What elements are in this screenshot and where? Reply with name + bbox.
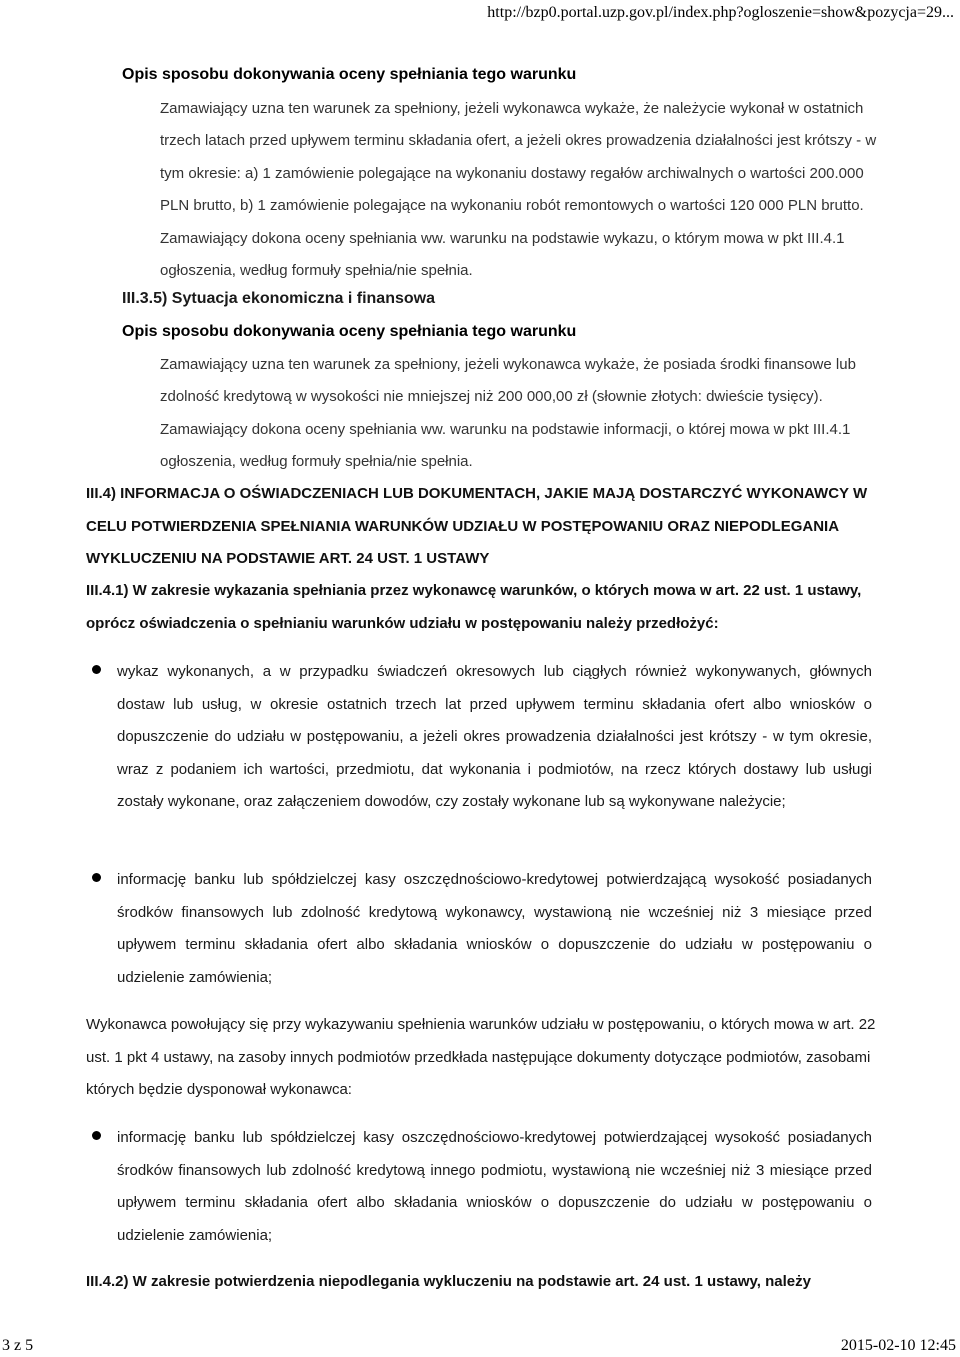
list-item: [92, 1122, 872, 1252]
list-item-text: informację banku lub spółdzielczej kasy oszczędnościowo-kredytowej potwierdzającą wysokość posiadanych środków finansowych lub zdolność kredytową wykonawcy, wystawioną nie wcześniej niż 3 miesiące przed upływem terminu składania ofert albo składania wniosków o dopuszczenie do udziału w postępowaniu o udzielenie zamówienia;: [117, 871, 872, 986]
section-title: III.4.2) W zakresie potwierdzenia niepodlegania wykluczeniu na podstawie art. 24 ust. 1 ustawy, należy: [86, 1273, 811, 1290]
list-item-text: wykaz wykonanych, a w przypadku świadczeń okresowych lub ciągłych również wykonywanych, głównych dostaw lub usług, w okresie ostatnich trzech lat przed upływem terminu składania ofert albo wniosków o dopuszczenie do udziału w postępowaniu, a jeżeli okres prowadzenia działalności jest krótszy - w tym okresie, wraz z podaniem ich wartości, przedmiotu, dat wykonania i podmiotów, na rzecz których dostawy lub usługi zostały wykonane, oraz załączeniem dowodów, czy zostały wykonane lub są wykonywane należycie;: [117, 663, 872, 811]
section-title: III.4.1) W zakresie wykazania spełniania przez wykonawcę warunków, o których mowa w art. 22 ust. 1 ustawy, oprócz oświadczenia o spełnianiu warunków udziału w postępowaniu należy przedłożyć:: [86, 582, 862, 632]
paragraph: Wykonawca powołujący się przy wykazywaniu spełnienia warunków udziału w postępowaniu, o których mowa w art. 22 ust. 1 pkt 4 ustawy, na zasoby innych podmiotów przedkłada następujące dokumenty dotyczące podmiotów, zasobami których będzie dysponował wykonawca:: [86, 1016, 876, 1099]
section-heading: Opis sposobu dokonywania oceny spełniania tego warunku: [122, 66, 577, 83]
section-title: III.4) INFORMACJA O OŚWIADCZENIACH LUB DOKUMENTACH, JAKIE MAJĄ DOSTARCZYĆ WYKONAWCY W CELU POTWIERDZENIA SPEŁNIANIA WARUNKÓW UDZIAŁU W POSTĘPOWANIU ORAZ NIEPODLEGANIA WYKLUCZENIU NA PODSTAWIE ART. 24 UST. 1 USTAWY: [86, 485, 868, 567]
list-item: [92, 656, 872, 819]
bullet-icon: [92, 1131, 101, 1140]
bullet-icon: [92, 665, 101, 674]
bullet-icon: [92, 873, 101, 882]
section-title: III.3.5) Sytuacja ekonomiczna i finansowa: [122, 290, 435, 307]
section-heading: Opis sposobu dokonywania oceny spełniania tego warunku: [122, 323, 577, 340]
section-text: Zamawiający uzna ten warunek za spełniony, jeżeli wykonawca wykaże, że należycie wykonał w ostatnich trzech latach przed upływem terminu składania ofert, a jeżeli okres prowadzenia działalności jest krótszy - w tym okresie: a) 1 zamówienie polegające na wykonaniu dostawy regałów archiwalnych o wartości 200.000 PLN brutto, b) 1 zamówienie polegające na wykonaniu robót remontowych o wartości 120 000 PLN brutto. Zamawiający dokona oceny spełniania ww. warunku na podstawie wykazu, o którym mowa w pkt III.4.1 ogłoszenia, według formuły spełnia/nie spełnia.: [160, 100, 877, 280]
header-url: http://bzp0.portal.uzp.gov.pl/index.php?ogloszenie=show&pozycja=29...: [487, 4, 954, 21]
print-datetime: 2015-02-10 12:45: [840, 1337, 956, 1354]
list-item: [92, 864, 872, 994]
section-text: Zamawiający uzna ten warunek za spełniony, jeżeli wykonawca wykaże, że posiada środki finansowe lub zdolność kredytową w wysokości nie mniejszej niż 200 000,00 zł (słownie złotych: dwieście tysięcy). Zamawiający dokona oceny spełniania ww. warunku na podstawie informacji, o której mowa w pkt III.4.1 ogłoszenia, według formuły spełnia/nie spełnia.: [160, 356, 856, 471]
page-number: 3 z 5: [2, 1337, 34, 1354]
list-item-text: informację banku lub spółdzielczej kasy oszczędnościowo-kredytowej potwierdzającej wysokość posiadanych środków finansowych lub zdolność kredytową innego podmiotu, wystawioną nie wcześniej niż 3 miesiące przed upływem terminu składania ofert albo składania wniosków o dopuszczenie do udziału w postępowaniu o udzielenie zamówienia;: [117, 1129, 872, 1244]
